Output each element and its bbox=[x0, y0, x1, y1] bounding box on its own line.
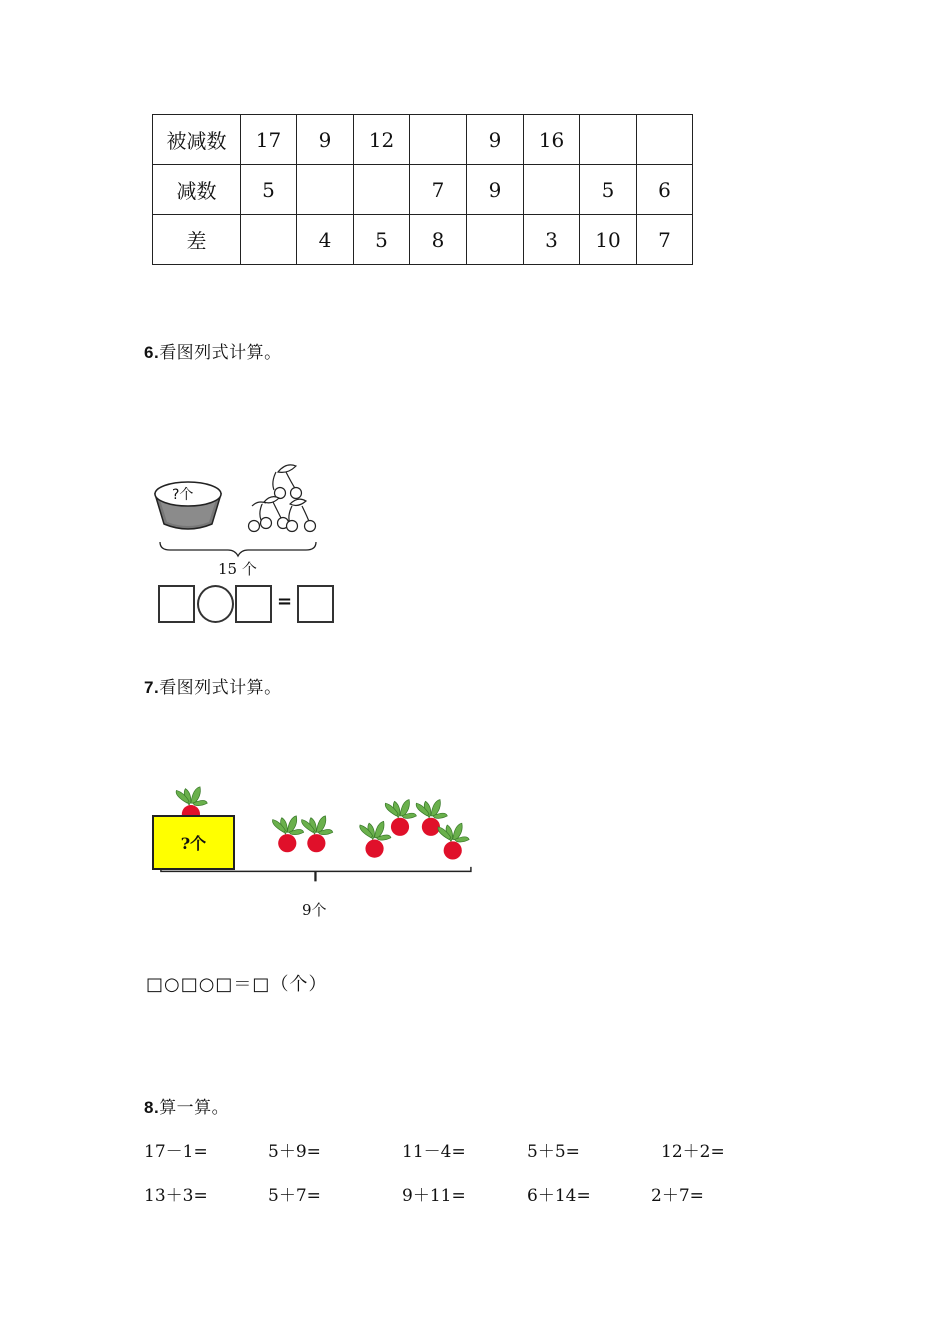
answer-box[interactable] bbox=[158, 585, 195, 623]
calc-item[interactable]: 17－1= bbox=[144, 1142, 208, 1162]
table-cell: 7 bbox=[410, 165, 467, 215]
radish-icon bbox=[273, 816, 304, 852]
calc-item[interactable]: 2＋7= bbox=[651, 1186, 704, 1206]
equals-sign: = bbox=[277, 591, 293, 612]
table-cell bbox=[580, 115, 637, 165]
table-cell: 10 bbox=[580, 215, 637, 265]
table-cell bbox=[354, 165, 410, 215]
table-cell: 4 bbox=[297, 215, 354, 265]
table-cell: 9 bbox=[467, 165, 524, 215]
calc-item[interactable]: 12＋2= bbox=[661, 1142, 725, 1162]
answer-box[interactable] bbox=[297, 585, 334, 623]
table-cell bbox=[241, 215, 297, 265]
table-cell: 5 bbox=[241, 165, 297, 215]
question-text: 看图列式计算。 bbox=[159, 678, 282, 698]
table-cell: 5 bbox=[580, 165, 637, 215]
answer-box[interactable] bbox=[235, 585, 272, 623]
calc-item[interactable]: 5＋9= bbox=[268, 1142, 321, 1162]
box-label: ?个 bbox=[180, 834, 207, 853]
total-label: 9个 bbox=[302, 901, 327, 919]
table-cell: 9 bbox=[467, 115, 524, 165]
radish-icon bbox=[360, 821, 391, 857]
table-cell: 12 bbox=[354, 115, 410, 165]
table-cell bbox=[410, 115, 467, 165]
table-cell bbox=[637, 115, 693, 165]
question-number: 8. bbox=[144, 1098, 160, 1117]
calc-item[interactable]: 6＋14= bbox=[527, 1186, 591, 1206]
calc-item[interactable]: 11－4= bbox=[402, 1142, 466, 1162]
total-label: 15 个 bbox=[218, 560, 257, 578]
table-cell: 9 bbox=[297, 115, 354, 165]
calc-item[interactable]: 13＋3= bbox=[144, 1186, 208, 1206]
question-8-title bbox=[144, 1093, 229, 1118]
calc-item[interactable]: 9＋11= bbox=[402, 1186, 466, 1206]
question-text: 算一算。 bbox=[159, 1098, 230, 1118]
subtraction-table bbox=[152, 114, 693, 265]
unknown-count-box bbox=[152, 815, 235, 870]
table-cell: 7 bbox=[637, 215, 693, 265]
operator-circle[interactable] bbox=[197, 585, 234, 623]
calc-item[interactable]: 5＋7= bbox=[268, 1186, 321, 1206]
question-number: 6. bbox=[144, 343, 160, 362]
question-6-title bbox=[144, 338, 282, 363]
radish-icon bbox=[438, 823, 469, 859]
table-cell bbox=[467, 215, 524, 265]
table-row bbox=[153, 165, 693, 215]
table-cell: 5 bbox=[354, 215, 410, 265]
table-cell bbox=[524, 165, 580, 215]
table-cell: 17 bbox=[241, 115, 297, 165]
table-cell: 3 bbox=[524, 215, 580, 265]
row-header: 差 bbox=[153, 215, 241, 265]
brace-shape bbox=[160, 542, 316, 556]
row-header: 被减数 bbox=[153, 115, 241, 165]
table-cell: 8 bbox=[410, 215, 467, 265]
table-row bbox=[153, 215, 693, 265]
question-text: 看图列式计算。 bbox=[159, 343, 282, 363]
question-7-title bbox=[144, 673, 282, 698]
table-cell bbox=[297, 165, 354, 215]
question-number: 7. bbox=[144, 678, 160, 697]
equation-template[interactable]: □○□○□＝□（个） bbox=[146, 974, 328, 995]
table-cell: 16 bbox=[524, 115, 580, 165]
radish-icon bbox=[302, 816, 333, 852]
bowl-label: ?个 bbox=[172, 487, 194, 503]
table-cell: 6 bbox=[637, 165, 693, 215]
radish-icon bbox=[385, 800, 416, 836]
cherries-icon bbox=[249, 465, 316, 532]
table-row bbox=[153, 115, 693, 165]
row-header: 减数 bbox=[153, 165, 241, 215]
calc-item[interactable]: 5＋5= bbox=[527, 1142, 580, 1162]
